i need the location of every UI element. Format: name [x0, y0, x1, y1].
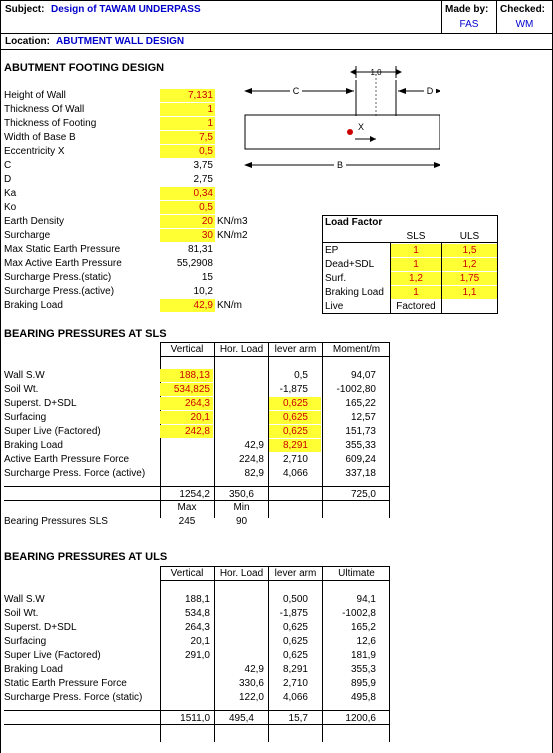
param-label: Thickness of Footing	[4, 118, 97, 129]
param-label: D	[4, 174, 12, 185]
lever-arm-value: 4,066	[282, 692, 308, 703]
vertical-value: 242,8	[160, 425, 213, 438]
param-value: 81,31	[187, 244, 213, 255]
lever-arm-value: 0,625	[269, 425, 321, 438]
row-label: Surcharge Press. Force (active)	[4, 468, 146, 479]
total-moment: 725,0	[350, 489, 376, 500]
moment-value: 337,18	[345, 468, 376, 479]
vertical-value: 534,8	[184, 608, 210, 619]
load-point	[347, 129, 353, 135]
lever-arm-value: 8,291	[282, 664, 308, 675]
sls-title: BEARING PRESSURES AT SLS	[4, 328, 167, 340]
moment-value: -1002,80	[336, 384, 376, 395]
dim-d-label: D	[426, 86, 434, 96]
dim-c-arrow-right	[346, 88, 354, 94]
footing-rect	[245, 115, 440, 149]
footing-title: ABUTMENT FOOTING DESIGN	[4, 62, 165, 74]
param-label: Eccentricity X	[4, 146, 65, 157]
x-dim-arrow	[370, 136, 376, 142]
grid-line	[160, 356, 390, 357]
param-value: 0,5	[160, 145, 215, 158]
load-factor-title: Load Factor	[325, 217, 383, 228]
lf-row-label: Braking Load	[325, 287, 384, 298]
lf-row-label: EP	[325, 245, 339, 256]
subject-label: Subject:	[5, 4, 45, 15]
lever-arm-value: 2,710	[282, 678, 308, 689]
param-value: 0,34	[160, 187, 215, 200]
grid-line	[160, 580, 390, 581]
row-label: Soil Wt.	[4, 608, 39, 619]
row-label: Braking Load	[4, 440, 63, 451]
col-header: Moment/m	[332, 344, 381, 355]
lever-arm-value: 0,625	[269, 411, 321, 424]
lever-arm-value: 0,5	[294, 370, 308, 381]
lever-arm-value: 0,625	[282, 622, 308, 633]
param-value: 55,2908	[176, 258, 213, 269]
col-header: lever arm	[274, 568, 317, 579]
moment-value: 12,57	[350, 412, 376, 423]
param-label: Max Active Earth Pressure	[4, 258, 122, 269]
bearing-pressure-label: Bearing Pressures SLS	[4, 516, 108, 527]
vertical-value: 264,3	[184, 622, 210, 633]
total-lever-arm: 15,7	[288, 713, 308, 724]
location-label: Location:	[5, 36, 50, 47]
checked-value: WM	[515, 19, 534, 30]
min-label: Min	[233, 502, 250, 513]
lf-sls-value: 1	[391, 244, 441, 257]
vertical-value: 534,825	[160, 383, 213, 396]
param-unit: KN/m3	[217, 216, 248, 227]
dim-d-arrow-left	[398, 88, 406, 94]
vertical-value: 264,3	[160, 397, 213, 410]
moment-value: 355,33	[345, 440, 376, 451]
param-value: 1	[160, 117, 215, 130]
lf-sls-value: 1,2	[391, 272, 441, 285]
min-value: 90	[235, 516, 248, 527]
param-value: 0,5	[160, 201, 215, 214]
col-header: Vertical	[170, 344, 204, 355]
grid-line	[389, 566, 390, 742]
moment-value: 355,3	[350, 664, 376, 675]
grid-line	[4, 710, 390, 711]
subject-value: Design of TAWAM UNDERPASS	[51, 4, 201, 15]
grid-line	[4, 486, 390, 487]
param-value: 7,131	[160, 89, 215, 102]
uls-title: BEARING PRESSURES AT ULS	[4, 551, 168, 563]
made-by-value: FAS	[459, 19, 479, 30]
dim-b-label: B	[336, 160, 344, 170]
dim-c-arrow-left	[244, 88, 252, 94]
horizontal-value: 42,9	[244, 440, 264, 451]
dim-b-arrow-right	[434, 162, 440, 168]
param-value: 20	[160, 215, 215, 228]
lever-arm-value: 0,625	[282, 636, 308, 647]
lf-uls-value: 1,5	[442, 244, 497, 257]
param-value: 1	[160, 103, 215, 116]
lf-sls-value: 1	[391, 258, 441, 271]
row-label: Superst. D+SDL	[4, 622, 77, 633]
horizontal-value: 224,8	[238, 454, 264, 465]
lever-arm-value: 2,710	[282, 454, 308, 465]
moment-value: 609,24	[345, 454, 376, 465]
horizontal-value: 82,9	[244, 468, 264, 479]
moment-value: 895,9	[350, 678, 376, 689]
param-label: Max Static Earth Pressure	[4, 244, 121, 255]
param-value: 7,5	[160, 131, 215, 144]
lever-arm-value: 0,625	[282, 650, 308, 661]
row-label: Soil Wt.	[4, 384, 39, 395]
made-by-label: Made by:	[445, 4, 489, 15]
total-vertical: 1254,2	[179, 489, 210, 500]
param-label: Braking Load	[4, 300, 63, 311]
row-label: Superst. D+SDL	[4, 398, 77, 409]
footing-diagram	[240, 60, 440, 180]
param-value: 42,9	[160, 299, 215, 312]
total-horizontal: 350,6	[228, 489, 254, 500]
moment-value: 94,1	[356, 594, 376, 605]
lf-col-sls: SLS	[406, 231, 426, 242]
lf-row-label: Surf.	[325, 273, 347, 284]
col-header: Hor. Load	[219, 344, 264, 355]
dim-top-arrow-right	[350, 69, 356, 75]
horizontal-value: 330,6	[238, 678, 264, 689]
lf-uls-value: 1,2	[442, 258, 497, 271]
param-value: 15	[201, 272, 213, 283]
param-unit: KN/m	[217, 300, 242, 311]
row-label: Surcharge Press. Force (static)	[4, 692, 143, 703]
lever-arm-value: 8,291	[269, 439, 321, 452]
row-label: Surfacing	[4, 412, 47, 423]
dim-top-arrow-left	[396, 69, 402, 75]
total-vertical: 1511,0	[180, 713, 210, 724]
lever-arm-value: 0,500	[282, 594, 308, 605]
row-label: Super Live (Factored)	[4, 650, 101, 661]
vertical-value: 188,1	[184, 594, 210, 605]
param-label: Height of Wall	[4, 90, 66, 101]
moment-value: 165,2	[350, 622, 376, 633]
param-value: 30	[160, 229, 215, 242]
col-header: lever arm	[274, 344, 317, 355]
row-label: Braking Load	[4, 664, 63, 675]
row-label: Active Earth Pressure Force	[4, 454, 130, 465]
vertical-value: 20,1	[160, 411, 213, 424]
max-label: Max	[177, 502, 197, 513]
horizontal-value: 122,0	[238, 692, 264, 703]
vertical-value: 291,0	[184, 650, 210, 661]
param-label: Surcharge Press.(static)	[4, 272, 112, 283]
row-label: Wall S.W	[4, 370, 45, 381]
lf-sls-value: 1	[391, 286, 441, 299]
param-label: Ka	[4, 188, 17, 199]
moment-value: 12,6	[356, 636, 376, 647]
vertical-value: 20,1	[190, 636, 210, 647]
col-header: Hor. Load	[219, 568, 264, 579]
checked-label: Checked:	[500, 4, 546, 15]
param-label: Ko	[4, 202, 17, 213]
moment-value: 495,8	[350, 692, 376, 703]
col-header: Ultimate	[338, 568, 375, 579]
lever-arm-value: 0,625	[269, 397, 321, 410]
lf-sls-value: Factored	[396, 301, 436, 312]
moment-value: -1002,8	[342, 608, 376, 619]
x-label: X	[358, 122, 365, 132]
grid-line	[389, 342, 390, 518]
param-value: 3,75	[193, 160, 213, 171]
total-moment: 1200,6	[345, 713, 376, 724]
lf-uls-value: 1,1	[442, 286, 497, 299]
param-label: Earth Density	[4, 216, 65, 227]
param-value: 2,75	[193, 174, 213, 185]
row-label: Surfacing	[4, 636, 47, 647]
lf-row-label: Live	[325, 301, 344, 312]
row-label: Super Live (Factored)	[4, 426, 101, 437]
max-value: 245	[178, 516, 196, 527]
dim-c-label: C	[292, 86, 300, 96]
param-label: Thickness Of Wall	[4, 104, 85, 115]
param-unit: KN/m2	[217, 230, 248, 241]
vertical-value: 188,13	[160, 369, 213, 382]
moment-value: 181,9	[350, 650, 376, 661]
dim-top-label: 1.0	[370, 68, 382, 77]
moment-value: 165,22	[345, 398, 376, 409]
lever-arm-value: 4,066	[282, 468, 308, 479]
param-label: Width of Base B	[4, 132, 76, 143]
lf-uls-value: 1,75	[442, 272, 497, 285]
row-label: Wall S.W	[4, 594, 45, 605]
row-label: Static Earth Pressure Force	[4, 678, 127, 689]
col-header: Vertical	[170, 568, 204, 579]
dim-b-arrow-left	[244, 162, 252, 168]
moment-value: 151,73	[345, 426, 376, 437]
param-value: 10,2	[193, 286, 213, 297]
lever-arm-value: -1,875	[279, 608, 308, 619]
lf-col-uls: ULS	[459, 231, 480, 242]
total-horizontal: 495,4	[228, 713, 254, 724]
horizontal-value: 42,9	[244, 664, 264, 675]
lever-arm-value: -1,875	[279, 384, 308, 395]
param-label: C	[4, 160, 12, 171]
param-label: Surcharge	[4, 230, 51, 241]
param-label: Surcharge Press.(active)	[4, 286, 115, 297]
location-value: ABUTMENT WALL DESIGN	[56, 36, 185, 47]
lf-row-label: Dead+SDL	[325, 259, 375, 270]
moment-value: 94,07	[350, 370, 376, 381]
